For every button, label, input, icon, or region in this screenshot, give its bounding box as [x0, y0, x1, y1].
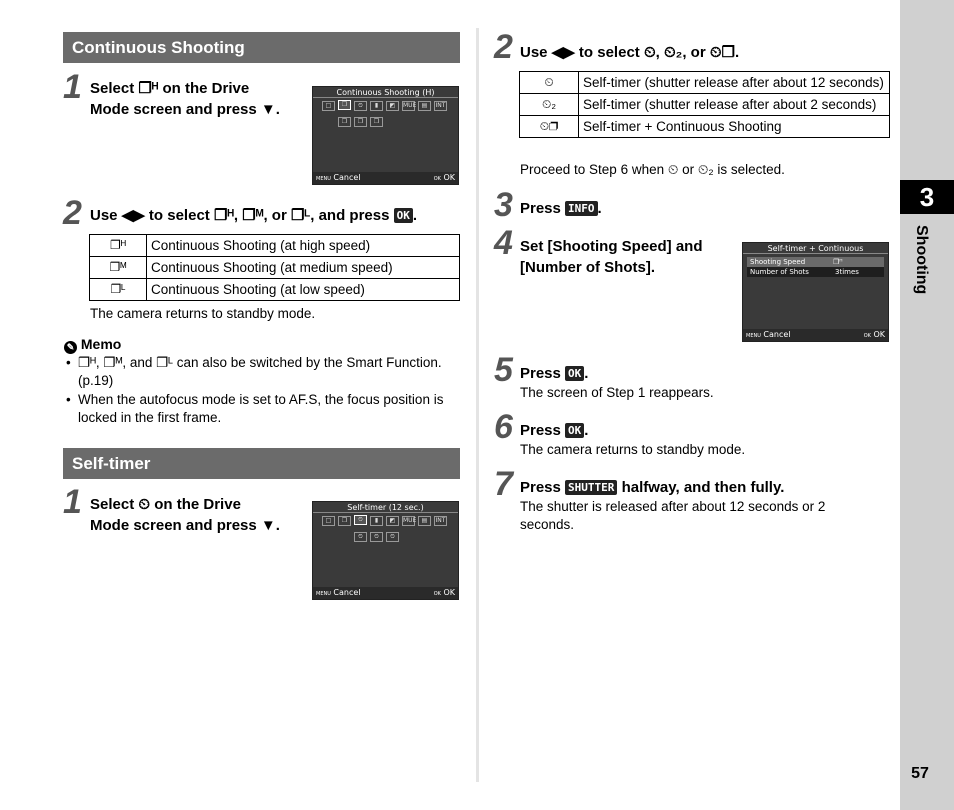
drive-icon: ⏲ [354, 515, 367, 525]
camera-screen-shooting-speed [742, 242, 889, 342]
memo-item: • When the autofocus mode is set to AF.S, the focus position is locked in the first frame. [64, 391, 460, 427]
after-table-note: Proceed to Step 6 when ⏲ or ⏲₂ is selected. [520, 162, 785, 177]
drive-icon: ▮ [370, 516, 383, 526]
menu-row-selected [747, 257, 884, 267]
step-line: Mode screen and press ▼. [90, 517, 280, 534]
ok-tag: OK [433, 176, 441, 182]
ok-tag: OK [433, 591, 441, 597]
step-line: Set [Shooting Speed] and [520, 238, 703, 255]
step-result: The screen of Step 1 reappears. [520, 385, 714, 400]
step-line: [Number of Shots]. [520, 259, 655, 276]
option-icon: ❐ᴹ [90, 257, 147, 279]
option-desc: Self-timer + Continuous Shooting [579, 116, 890, 138]
menu-row [747, 267, 884, 277]
drive-icon: INT [435, 102, 446, 109]
menu-row-value: ❐ᴴ [833, 258, 843, 266]
table-row [520, 94, 890, 116]
step-number: 2 [494, 28, 513, 66]
step-instruction [520, 420, 588, 441]
step-number: 3 [494, 186, 513, 224]
drive-icon: ▤ [418, 101, 431, 111]
step-instruction: Use ◀▶ to select ⏲, ⏲₂, or ⏲❐. [520, 44, 740, 61]
ok-tag: OK [863, 333, 871, 339]
option-icon: ❐ᴸ [90, 279, 147, 301]
cancel-label: Cancel [333, 588, 361, 597]
screen-footer [743, 329, 888, 341]
drive-icon: ⏲ [354, 101, 367, 111]
step-end: . [584, 365, 589, 382]
step-line: Press [520, 479, 561, 496]
memo-title: Memo [80, 336, 122, 352]
step-end: . [412, 207, 418, 224]
step-end: . [584, 422, 589, 439]
screen-divider [743, 253, 888, 254]
step-number: 1 [63, 68, 82, 106]
ok-label: OK [873, 330, 885, 339]
option-desc: Self-timer (shutter release after about 2 seconds) [579, 94, 890, 116]
option-desc: Continuous Shooting (at high speed) [147, 235, 460, 257]
menu-row-value: 3times [835, 268, 859, 276]
menu-tag: MENU [746, 333, 761, 339]
step-number: 4 [494, 224, 513, 262]
timer-option-icon: ⏲ [386, 532, 399, 542]
screen-title: Continuous Shooting (H) [336, 88, 435, 97]
menu-row-label: Number of Shots [750, 268, 809, 276]
screen-divider [313, 512, 458, 513]
camera-screen-selftimer [312, 501, 459, 600]
ok-label: OK [443, 173, 455, 182]
table-row [90, 279, 460, 301]
menu-row-label: Shooting Speed [750, 258, 806, 266]
shutter-key-icon: SHUTTER [565, 480, 617, 495]
continuous-speed-icon: ❐ [370, 117, 383, 127]
ok-key-icon: OK [565, 423, 584, 438]
option-icon: ❐ᴴ [90, 235, 147, 257]
step-instruction [520, 363, 588, 384]
drive-icon: INT [435, 517, 446, 524]
step-number: 2 [63, 194, 82, 232]
step-instruction [520, 198, 602, 219]
option-desc: Continuous Shooting (at low speed) [147, 279, 460, 301]
chapter-number: 3 [900, 180, 954, 214]
step-line: Select ⏲ on the Drive [90, 496, 241, 513]
memo-item: • ❐ᴴ, ❐ᴹ, and ❐ᴸ can also be switched by the Smart Function. (p.19) [64, 354, 460, 390]
table-row [90, 257, 460, 279]
cancel-label: Cancel [763, 330, 791, 339]
drive-icon: ❐ [338, 516, 351, 526]
step-instruction [520, 477, 784, 498]
option-icon: ⏲❐ [520, 116, 579, 138]
drive-icon: ◩ [386, 101, 399, 111]
info-key-icon: INFO [565, 201, 598, 216]
drive-icon: ❐ [338, 100, 351, 110]
screen-title: Self-timer (12 sec.) [347, 503, 424, 512]
drive-icon: MUE [403, 517, 417, 524]
ok-key-icon: OK [565, 366, 584, 381]
memo-heading [64, 335, 121, 354]
step-result: The shutter is released after about 12 seconds or 2 seconds. [520, 499, 826, 532]
step-instruction [520, 236, 703, 278]
chapter-sidebar [900, 0, 954, 810]
step-instruction [90, 494, 280, 536]
continuous-options-table [89, 234, 460, 301]
ok-key-icon: OK [394, 208, 413, 223]
section-header-selftimer: Self-timer [63, 448, 460, 479]
screen-footer [313, 587, 458, 599]
option-desc: Continuous Shooting (at medium speed) [147, 257, 460, 279]
step-line: Use ◀▶ to select ❐ᴴ, ❐ᴹ, or ❐ᴸ, and press [90, 207, 390, 224]
table-row [520, 116, 890, 138]
column-divider [476, 28, 479, 782]
drive-icon: ◩ [386, 516, 399, 526]
ok-label: OK [443, 588, 455, 597]
menu-tag: MENU [316, 591, 331, 597]
drive-icon: MUE [403, 102, 417, 109]
camera-screen-continuous [312, 86, 459, 185]
step-line: Press [520, 422, 561, 439]
drive-icon: ▤ [418, 516, 431, 526]
table-row [90, 235, 460, 257]
option-icon: ⏲ [520, 72, 579, 94]
screen-title: Self-timer + Continuous [767, 244, 864, 253]
screen-footer [313, 172, 458, 184]
step-instruction [90, 205, 417, 226]
after-table-note: The camera returns to standby mode. [90, 306, 316, 321]
step-line: Press [520, 200, 561, 217]
option-desc: Self-timer (shutter release after about 12 seconds) [579, 72, 890, 94]
step-number: 7 [494, 465, 513, 503]
memo-list [64, 354, 460, 428]
continuous-speed-icon: ❐ [354, 117, 367, 127]
timer-option-icon: ⏲ [354, 532, 367, 542]
drive-icon: □ [322, 516, 335, 526]
step-line: Mode screen and press ▼. [90, 101, 280, 118]
screen-divider [313, 97, 458, 98]
continuous-speed-icon: ❐ [338, 117, 351, 127]
page-number: 57 [911, 765, 929, 782]
drive-icon: □ [322, 101, 335, 111]
cancel-label: Cancel [333, 173, 361, 182]
step-instruction [90, 78, 280, 120]
step-number: 6 [494, 408, 513, 446]
step-number: 5 [494, 351, 513, 389]
section-header-continuous: Continuous Shooting [63, 32, 460, 63]
option-icon: ⏲₂ [520, 94, 579, 116]
selftimer-options-table [519, 71, 890, 138]
memo-icon: ✎ [64, 341, 77, 354]
step-line: Press [520, 365, 561, 382]
step-number: 1 [63, 483, 82, 521]
step-end: halfway, and then fully. [621, 479, 785, 496]
drive-icon: ▮ [370, 101, 383, 111]
table-row [520, 72, 890, 94]
timer-option-icon: ⏲ [370, 532, 383, 542]
chapter-title: Shooting [913, 225, 930, 295]
step-result: The camera returns to standby mode. [520, 442, 746, 457]
step-end: . [597, 200, 602, 217]
menu-tag: MENU [316, 176, 331, 182]
step-line: Select ❐ᴴ on the Drive [90, 80, 250, 97]
